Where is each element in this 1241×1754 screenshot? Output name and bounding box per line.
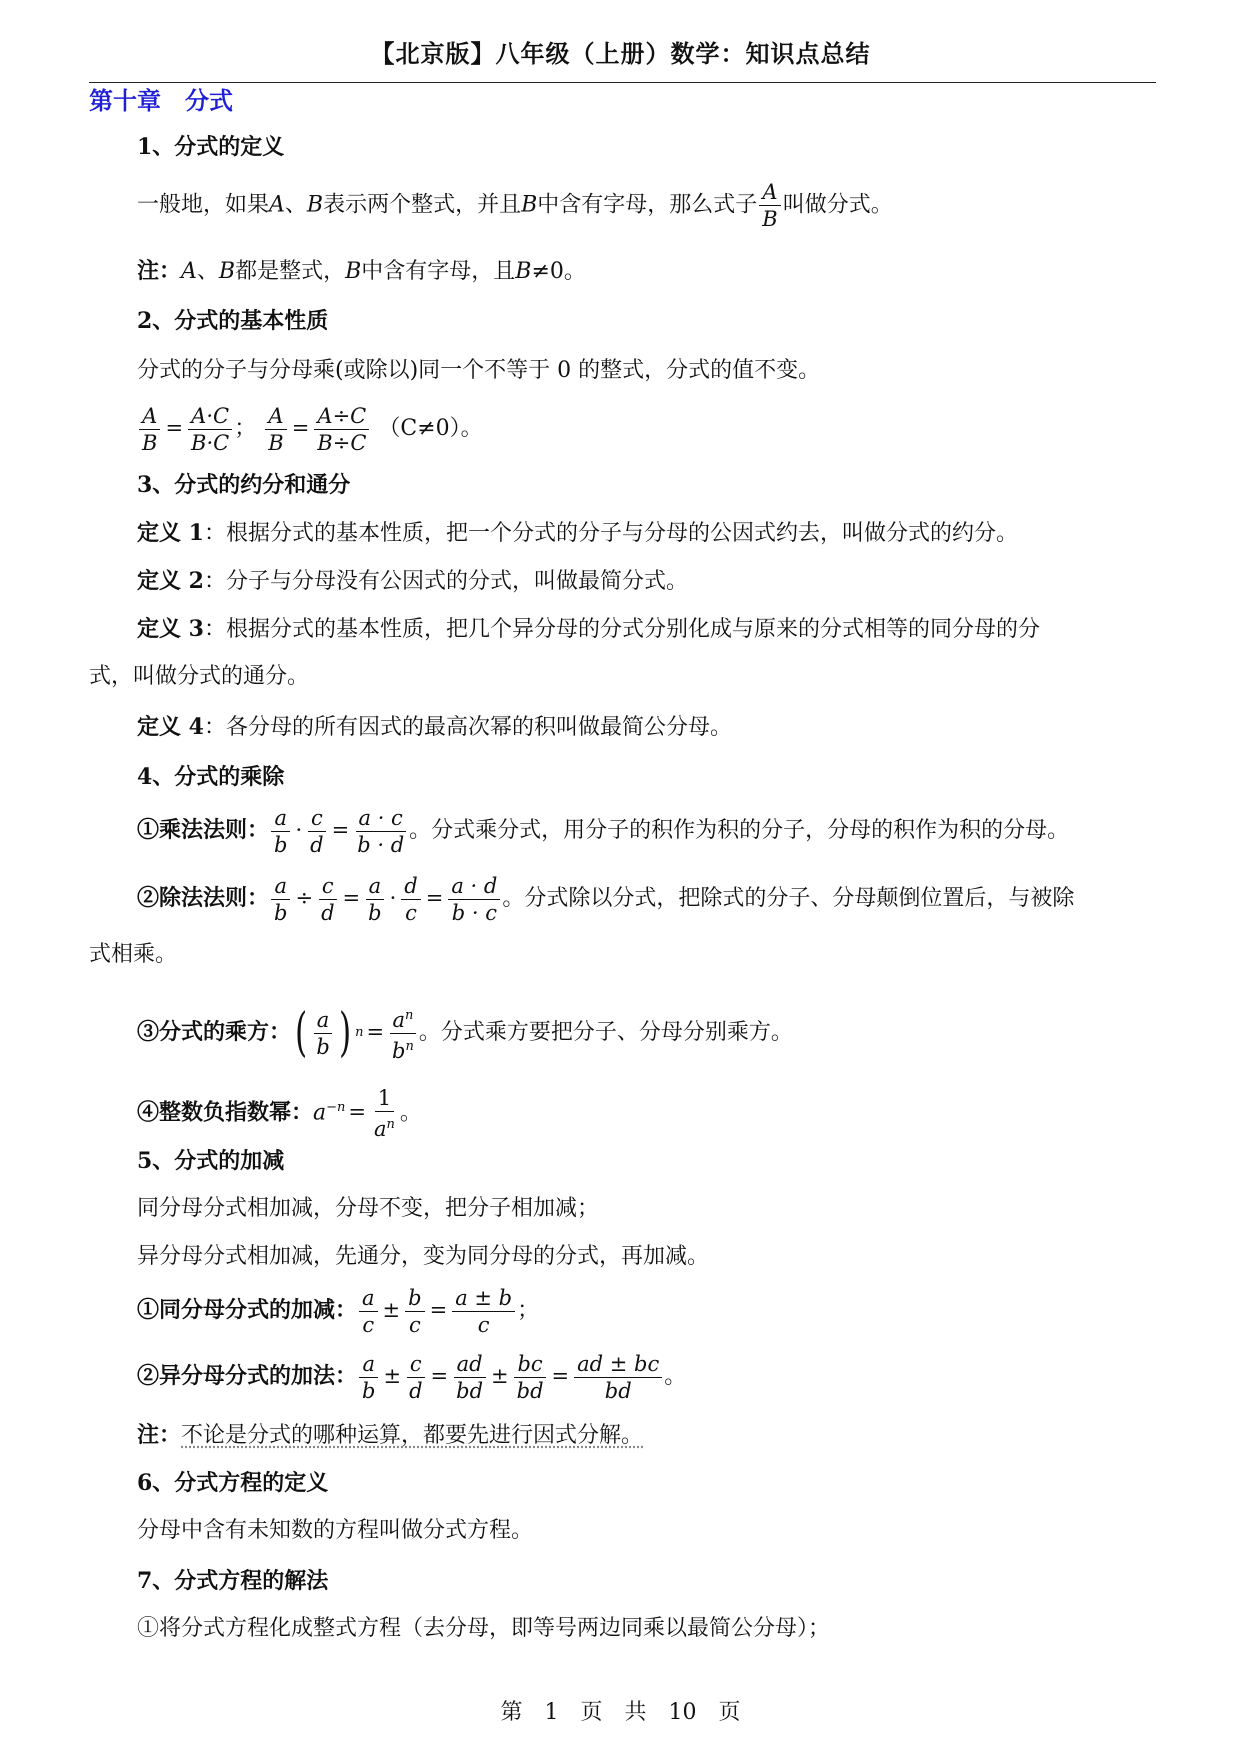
s2-text: 分式的分子与分母乘(或除以)同一个不等于 0 的整式，分式的值不变。: [137, 358, 821, 383]
def-label: 定义 1: [137, 520, 204, 546]
s3-def4: [137, 712, 732, 743]
base: a: [374, 1116, 387, 1141]
fraction: [359, 1352, 378, 1403]
var-b: B: [345, 259, 362, 284]
fraction: [448, 874, 500, 925]
equals-sign: =: [348, 1100, 367, 1125]
fraction: [365, 874, 384, 925]
def-label: 定义 4: [137, 714, 204, 740]
s4-rule2-cont: 式相乘。: [89, 942, 178, 967]
equals-sign: =: [551, 1364, 570, 1388]
s1-note-b: 中含有字母，且: [361, 259, 516, 284]
denominator: bd: [604, 1378, 632, 1403]
page-footer: 第 1 页 共 10 页: [500, 1700, 741, 1725]
s1-definition: [137, 180, 893, 231]
section-4-heading: 4、分式的乘除: [137, 764, 285, 790]
var-a: A: [181, 259, 197, 284]
fraction: [188, 404, 232, 455]
s1-note-c: ≠0。: [531, 259, 586, 284]
fraction: [318, 874, 337, 925]
denominator: d: [409, 1378, 423, 1403]
equals-sign: =: [430, 1364, 449, 1388]
plus-minus-operator: ±: [383, 1364, 402, 1388]
rule-label: ③分式的乘方：: [137, 1019, 292, 1045]
note-text: 不论是分式的哪种运算，都要先进行因式分解。: [181, 1423, 644, 1448]
denominator: c: [477, 1312, 490, 1337]
denominator: c: [409, 1312, 421, 1337]
rule-label: ①乘法法则：: [137, 817, 270, 843]
fraction: [514, 1352, 547, 1403]
s4-rule3: [137, 996, 793, 1069]
s1-text-d: 叫做分式。: [782, 192, 893, 218]
rule-text: 。: [399, 1100, 422, 1126]
note-label: 注：: [137, 1422, 182, 1448]
denominator: b: [362, 1378, 376, 1403]
def-text: ：根据分式的基本性质，把一个分式的分子与分母的公因式约去，叫做分式的约分。: [203, 521, 1018, 546]
equals-sign: =: [429, 1298, 448, 1322]
numerator: a: [271, 806, 290, 832]
denominator: b · c: [451, 900, 497, 925]
section-5-heading: 5、分式的加减: [137, 1148, 285, 1174]
dot-operator: ·: [389, 886, 397, 910]
fraction: [405, 1286, 424, 1337]
numerator: b: [405, 1286, 424, 1312]
rule-text: 。分式乘分式，用分子的积作为积的分子，分母的积作为积的分母。: [409, 818, 1070, 843]
s4-rule4: [137, 1076, 422, 1145]
var-b: B: [515, 259, 532, 284]
def-text: ：各分母的所有因式的最高次幂的积叫做最简公分母。: [203, 715, 732, 740]
numerator: d: [401, 874, 420, 900]
s4-rule2: [137, 868, 1074, 929]
denominator: B: [142, 430, 158, 455]
denominator: bd: [456, 1378, 484, 1403]
rule-text: 。分式乘方要把分子、分母分别乘方。: [418, 1020, 793, 1045]
fraction: [389, 1004, 417, 1063]
equals-sign: =: [366, 1020, 385, 1044]
s3-def2: [137, 566, 688, 597]
denominator: b: [316, 1034, 330, 1059]
fraction: [371, 1086, 398, 1141]
def-label: 定义 2: [137, 568, 204, 594]
fraction: [271, 806, 290, 857]
numerator: A·C: [188, 404, 232, 430]
numerator: a: [314, 1008, 333, 1034]
denominator: B·C: [191, 430, 230, 455]
dot-operator: ·: [295, 818, 303, 842]
numerator: A: [139, 404, 160, 430]
fraction-a-over-b: [759, 180, 780, 231]
s5-text2: 异分母分式相加减，先通分，变为同分母的分式，再加减。: [137, 1244, 710, 1269]
s5-text1: 同分母分式相加减，分母不变，把分子相加减；: [137, 1196, 600, 1221]
s6-text: 分母中含有未知数的方程叫做分式方程。: [137, 1518, 534, 1543]
left-paren: (: [295, 1003, 308, 1063]
s1-sep: 、: [196, 259, 219, 284]
denominator: B: [762, 207, 778, 231]
numerator: A÷C: [314, 404, 369, 430]
rule-end: ；: [517, 1298, 540, 1323]
s1-text-b: 表示两个整式，并且: [323, 192, 522, 218]
fraction: [453, 1352, 486, 1403]
section-1-heading: 1、分式的定义: [137, 134, 285, 160]
denominator: B÷C: [317, 430, 367, 455]
denominator: b: [368, 900, 382, 925]
exponent: n: [355, 1025, 364, 1040]
s1-text-c: 中含有字母，那么式子: [537, 192, 758, 218]
numerator: c: [308, 806, 326, 832]
s3-def1: [137, 518, 1018, 549]
s3-def3-cont: 式，叫做分式的通分。: [89, 664, 310, 689]
fraction: [574, 1352, 662, 1403]
s1-sep: 、: [284, 192, 307, 218]
base: a: [392, 1007, 406, 1032]
rule-label: ②异分母分式的加法：: [137, 1363, 358, 1389]
numerator: a: [366, 874, 385, 900]
base: b: [392, 1038, 406, 1063]
denominator: d: [310, 832, 324, 857]
equals-sign: =: [342, 886, 361, 910]
exponent: n: [405, 1007, 414, 1023]
numerator: [390, 1004, 417, 1034]
page-header-title: 【北京版】八年级（上册）数学：知识点总结: [370, 39, 871, 68]
rule-label: ④整数负指数幂：: [137, 1099, 314, 1126]
def-text: ：分子与分母没有公因式的分式，叫做最简分式。: [203, 569, 688, 594]
denominator: bd: [516, 1378, 544, 1403]
var-b: B: [306, 192, 324, 218]
numerator: ad: [454, 1352, 486, 1378]
numerator: ad ± bc: [574, 1352, 662, 1378]
numerator: A: [265, 404, 286, 430]
section-7-heading: 7、分式方程的解法: [137, 1568, 329, 1594]
numerator: a ± b: [452, 1286, 515, 1312]
chapter-title: 第十章 分式: [89, 86, 233, 115]
rule-label: ①同分母分式的加减：: [137, 1297, 358, 1323]
condition: （C≠0）。: [378, 416, 483, 441]
numerator: A: [759, 180, 780, 206]
s1-note-a: 都是整式，: [235, 259, 346, 284]
var-a: A: [269, 192, 285, 218]
exponent: n: [405, 1038, 414, 1054]
exponent: n: [386, 1116, 395, 1132]
numerator: bc: [514, 1352, 545, 1378]
numerator: c: [319, 874, 337, 900]
var-b: B: [521, 192, 538, 218]
exponent: −n: [326, 1100, 346, 1115]
fraction: [307, 806, 326, 857]
var-b: B: [218, 259, 236, 284]
section-3-heading: 3、分式的约分和通分: [137, 472, 351, 498]
numerator: a · c: [356, 806, 406, 832]
rule-end: 。: [664, 1364, 687, 1389]
denominator: d: [321, 900, 335, 925]
right-paren: ): [338, 1003, 352, 1063]
s4-rule1: [137, 800, 1069, 861]
fraction: [452, 1286, 515, 1337]
numerator: a: [271, 874, 290, 900]
section-2-heading: 2、分式的基本性质: [137, 308, 329, 334]
s2-formula: [137, 398, 483, 459]
denominator: b: [274, 900, 288, 925]
header-divider: [89, 82, 1156, 83]
fraction: [354, 806, 407, 857]
base: a: [313, 1100, 327, 1126]
equals-sign: =: [425, 886, 444, 910]
denominator: c: [362, 1312, 375, 1337]
plus-minus-operator: ±: [382, 1298, 401, 1322]
numerator: 1: [375, 1086, 394, 1112]
s5-note: [137, 1420, 643, 1451]
numerator: a: [359, 1352, 378, 1378]
fraction: [314, 404, 369, 455]
fraction: [139, 404, 160, 455]
numerator: a · d: [448, 874, 500, 900]
fraction: [401, 874, 420, 925]
denominator: B: [268, 430, 284, 455]
equals-sign: =: [331, 818, 350, 842]
fraction: [271, 874, 290, 925]
note-label: 注：: [137, 258, 182, 284]
fraction: [265, 404, 286, 455]
fraction: [406, 1352, 425, 1403]
fraction: [313, 1008, 332, 1059]
section-6-heading: 6、分式方程的定义: [137, 1470, 329, 1496]
fraction: [359, 1286, 378, 1337]
divide-operator: ÷: [295, 886, 314, 910]
s5-rule2: [137, 1346, 686, 1407]
plus-minus-operator: ±: [491, 1364, 509, 1388]
numerator: a: [359, 1286, 378, 1312]
denominator: [371, 1112, 398, 1141]
rule-text: 。分式除以分式，把除式的分子、分母颠倒位置后，与被除: [502, 886, 1075, 911]
s3-def3: [137, 614, 1040, 645]
s1-text-a: 一般地，如果: [137, 192, 270, 218]
def-label: 定义 3: [137, 616, 204, 642]
s1-note: [137, 256, 586, 287]
rule-label: ②除法法则：: [137, 885, 270, 911]
denominator: b: [274, 832, 288, 857]
denominator: [389, 1034, 417, 1063]
denominator: b · d: [357, 832, 405, 857]
parenthesized-fraction: [291, 997, 363, 1069]
denominator: c: [405, 900, 417, 925]
semicolon: ；: [234, 416, 257, 441]
numerator: c: [407, 1352, 425, 1378]
s5-rule1: [137, 1280, 539, 1341]
equals-sign: =: [165, 416, 184, 440]
equals-sign: =: [291, 416, 310, 440]
def-text: ：根据分式的基本性质，把几个异分母的分式分别化成与原来的分式相等的同分母的分: [203, 617, 1040, 642]
s7-step1: ①将分式方程化成整式方程（去分母，即等号两边同乘以最简公分母）；: [137, 1616, 831, 1641]
